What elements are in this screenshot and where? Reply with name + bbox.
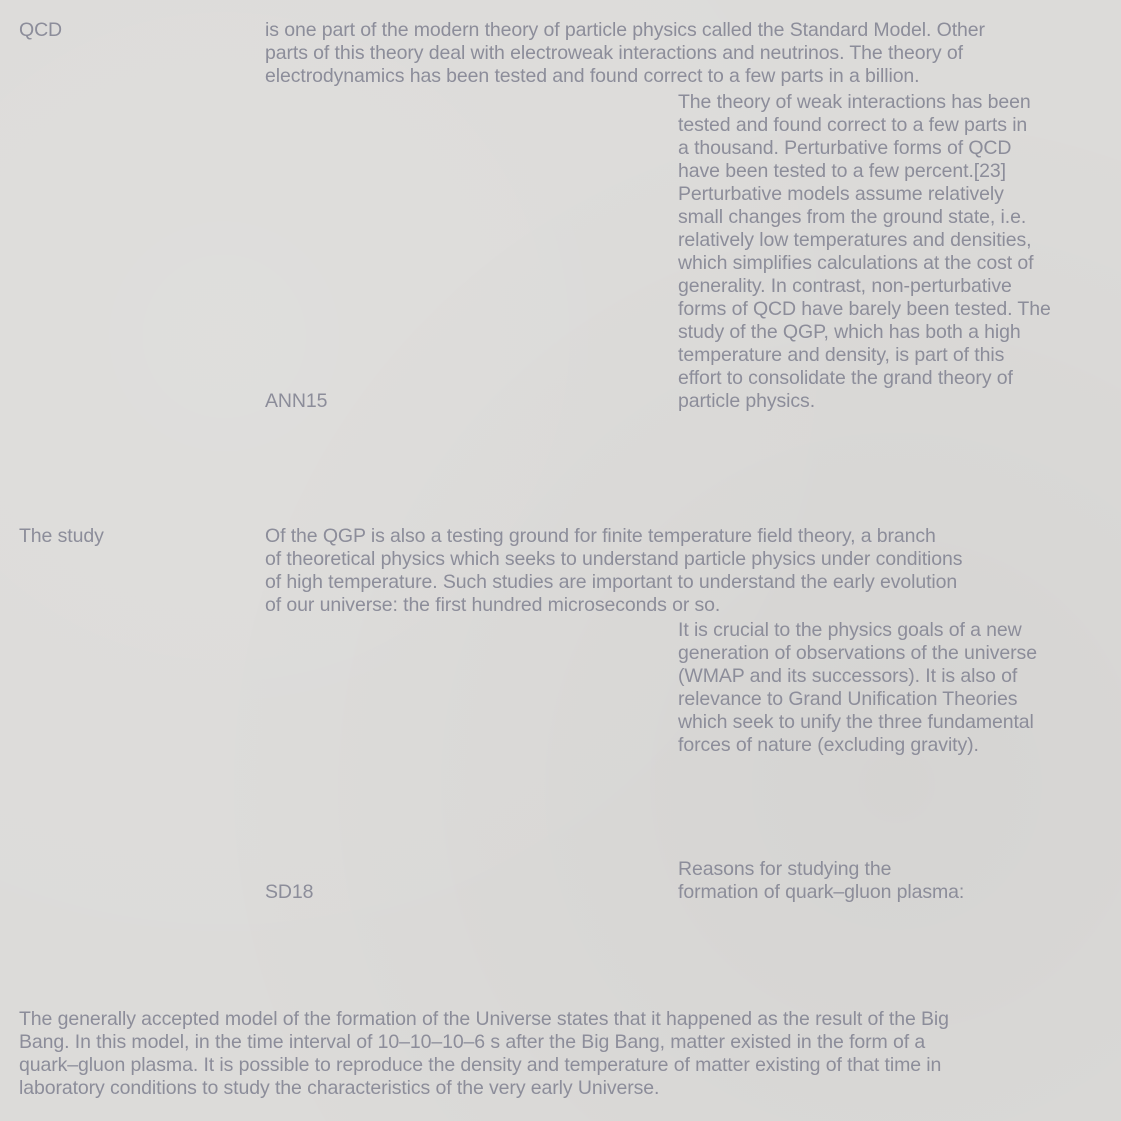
section-heading-the-study: The study [19,525,104,547]
section-heading-qcd: QCD [19,19,63,41]
section-lead-the-study: Of the QGP is also a testing ground for finite temperature field theory, a branch of theoretical physics which seeks to understand particle physics under conditions of high temperature. Such studies are important to understand the early evolution of our universe: the first hundred microseconds or so. [265,525,963,616]
section-side-the-study: It is crucial to the physics goals of a new generation of observations of the universe (WMAP and its successors). It is also of relevance to Grand Unification Theories which seek to unify the three fundamental forces of nature (excluding gravity). [678,619,1037,756]
reasons-caption: Reasons for studying the formation of quark–gluon plasma: [678,858,965,903]
reference-code-sd18: SD18 [265,881,314,903]
reference-code-ann15: ANN15 [265,390,328,412]
section-lead-qcd: is one part of the modern theory of particle physics called the Standard Model. Other parts of this theory deal with electroweak interactions and neutrinos. The theory of electrodynamics has been tested and found correct to a few parts in a billion. [265,19,985,87]
section-side-qcd: The theory of weak interactions has been tested and found correct to a few parts in a thousand. Perturbative forms of QCD have been tested to a few percent.[23] Perturbative models assume relatively small changes from the ground state, i.e. relatively low temperatures and densities, which simplifies calculations at the cost of generality. In contrast, non-perturbative forms of QCD have barely been tested. The study of the QGP, which has both a high temperature and density, is part of this effort to consolidate the grand theory of particle physics. [678,91,1051,412]
footer-paragraph: The generally accepted model of the formation of the Universe states that it happened as the result of the Big Bang. In this model, in the time interval of 10–10–10–6 s after the Big Bang, matter existed in the form of a quark–gluon plasma. It is possible to reproduce the density and temperature of matter existing of that time in laboratory conditions to study the characteristics of the very early Universe. [19,1008,949,1099]
